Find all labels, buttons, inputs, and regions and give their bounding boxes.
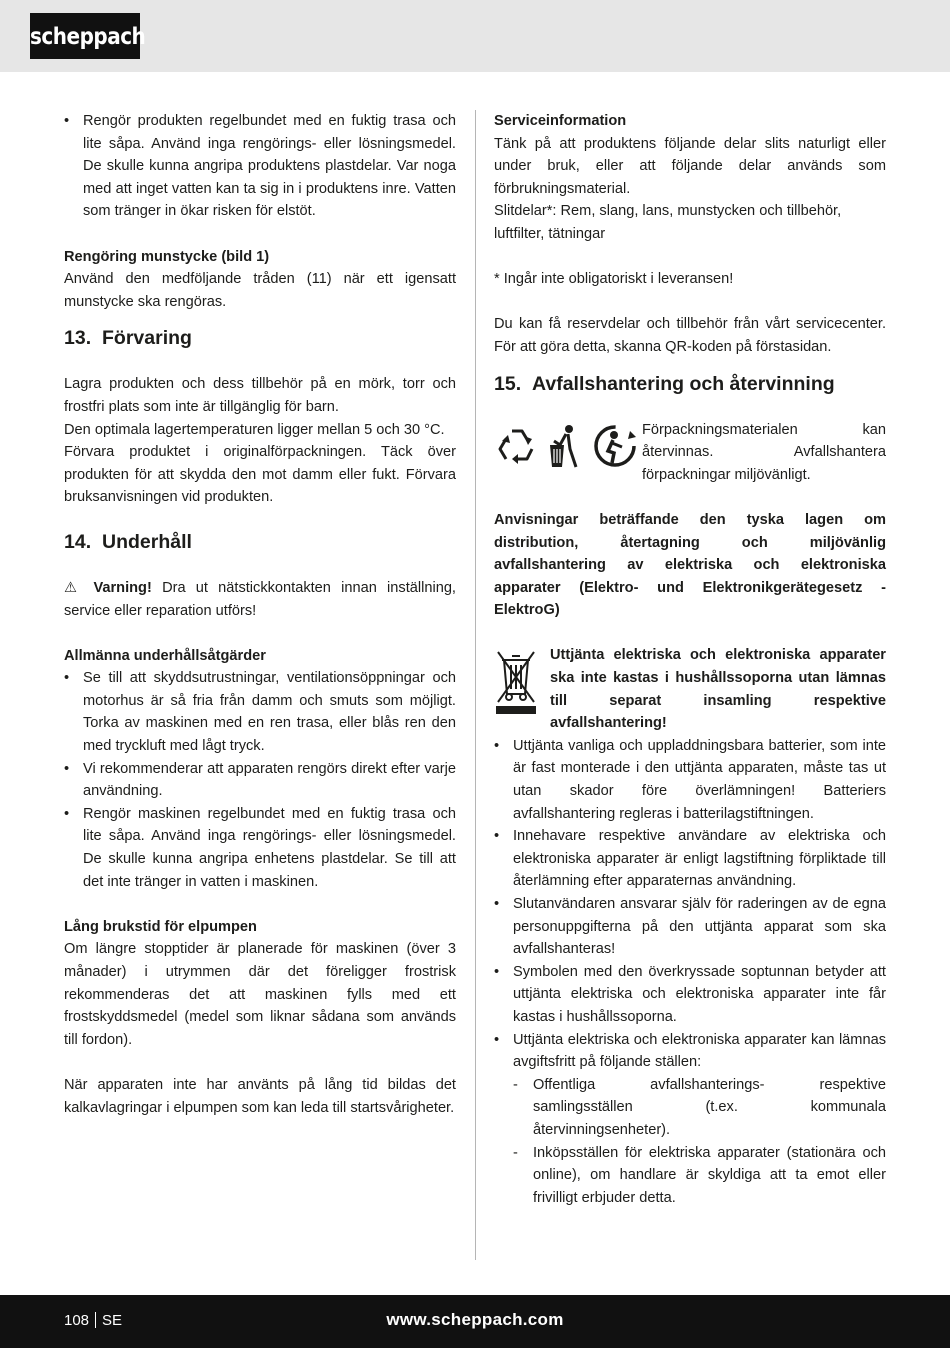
list-item: • Rengör maskinen regelbundet med en fuktig trasa och lite såpa. Använd inga rengörings- eller lösningsmedel. De skulle kunna angripa enhetens plastdelar. Se till att det inte tränger in vatten i maskinen.: [64, 803, 456, 893]
spare-parts-text: Du kan få reservdelar och tillbehör från vårt servicecenter. För att göra detta, skanna QR-koden på förstasidan.: [494, 316, 886, 355]
warning-notice: [64, 577, 456, 622]
page-number: 108: [64, 1312, 90, 1329]
right-column: [494, 110, 886, 1209]
storage-paragraph: Lagra produkten och dess tillbehör på en mörk, torr och frostfri plats som inte är tillgänglig för barn.: [64, 376, 456, 415]
list-item: • Vi rekommenderar att apparaten rengörs direkt efter varje användning.: [64, 758, 456, 803]
warning-triangle-icon: ⚠: [64, 579, 84, 596]
list-item: • Innehavare respektive användare av elektriska och elektroniska apparater är enligt lagstiftning förpliktade till återlämning efter apparaternas användning.: [494, 825, 886, 893]
weee-notice: [494, 644, 886, 734]
service-heading: Serviceinformation: [494, 113, 627, 129]
section-title: Avfallshantering och återvinning: [532, 372, 835, 395]
list-item: • Slutanvändaren ansvarar själv för raderingen av de egna personuppgifterna på den uttjänta apparat som ska avfallshanteras!: [494, 893, 886, 961]
warning-label: Varning!: [93, 579, 152, 596]
section-15-heading: [494, 369, 886, 399]
brand-logo: scheppach: [30, 13, 140, 59]
website-link[interactable]: www.scheppach.com: [386, 1310, 564, 1329]
tidyman-bin-icon: [546, 423, 586, 469]
service-text: Tänk på att produktens följande delar slits naturligt eller under bruk, eller att följande delar används som förbrukningsmaterial.: [494, 135, 886, 197]
section-number: 13.: [64, 327, 92, 350]
list-item: • Symbolen med den överkryssade soptunnan betyder att uttjänta elektriska och elektroniska apparater inte får kastas i hushållssoporna.: [494, 961, 886, 1029]
section-number: 14.: [64, 530, 92, 553]
section-number: 15.: [494, 372, 522, 395]
recycle-arrows-icon: [494, 423, 540, 469]
sub-list-item: - Offentliga avfallshanterings- respektive samlingsställen (t.ex. kommunala återvinningsenheter).: [494, 1074, 886, 1142]
nozzle-cleaning-text: Använd den medföljande tråden (11) när ett igensatt munstycke ska rengöras.: [64, 271, 456, 310]
limescale-text: När apparaten inte har använts på lång tid bildas det kalkavlagringar i elpumpen som kan leda till startsvårigheter.: [64, 1076, 456, 1116]
intro-bullet: • Rengör produkten regelbundet med en fuktig trasa och lite såpa. Använd inga rengörings- eller lösningsmedel. De skulle kunna angripa produktens plastdelar. Var noga med att inget vatten kan ta sig in i produktens inre. Vatten som tränger in ökar risken för elstöt.: [64, 110, 456, 223]
recycling-icons: [494, 423, 642, 469]
packaging-recycling: [494, 419, 886, 487]
language-code: SE: [102, 1312, 123, 1329]
warning-text: Dra ut nätstickkontakten innan inställning, service eller reparation utförs!: [64, 579, 456, 619]
wear-parts-text: Slitdelar*: Rem, slang, lans, munstycken och tillbehör, luftfilter, tätningar: [494, 203, 842, 242]
weee-text: Uttjänta elektriska och elektroniska apparater ska inte kastas i hushållssoporna utan lämnas till separat insamling respektive avfallshantering!: [550, 647, 886, 732]
storage-paragraph: Den optimala lagertemperaturen ligger mellan 5 och 30 °C.: [64, 421, 445, 438]
packaging-text: Förpackningsmaterialen kan återvinnas. Avfallshantera förpackningar miljövänligt.: [642, 421, 886, 483]
section-13-heading: [64, 323, 456, 353]
footer-band: [0, 1295, 950, 1348]
sub-list-item: - Inköpsställen för elektriska apparater (stationära och online), om handlare är skyldiga att ta emot eller frivilligt erbjuder detta.: [494, 1142, 886, 1210]
pump-heading: Lång brukstid för elpumpen: [64, 918, 257, 935]
list-item: • Uttjänta elektriska och elektroniska apparater kan lämnas avgiftsfritt på följande ställen:: [494, 1029, 886, 1074]
general-maintenance-heading: Allmänna underhållsåtgärder: [64, 647, 266, 664]
pump-text: Om längre stopptider är planerade för maskinen (över 3 månader) i utrymmen där det föreligger frostrisk rekommenderas det att maskinen fylls med ett frostskyddsmedel (medel som liknar sådana som används till fordon).: [64, 941, 456, 1048]
column-divider: [475, 110, 476, 1260]
left-column: [64, 110, 456, 1119]
section-title: Underhåll: [102, 530, 192, 553]
electrog-heading: Anvisningar beträffande den tyska lagen om distribution, återtagning och miljövänlig avfallshantering av elektriska och elektroniska apparater (Elektro- und Elektronikgerätegesetz - ElektroG): [494, 511, 886, 619]
storage-paragraph: Förvara produktet i originalförpackningen. Täck över produkten för att skydda den mot damm eller fukt. Förvara bruksanvisningen vid produkten.: [64, 444, 456, 506]
section-title: Förvaring: [102, 327, 192, 350]
recycle-person-icon: [592, 423, 638, 469]
list-item: • Se till att skyddsutrustningar, ventilationsöppningar och motorhus är så fria från damm och smuts som möjligt. Torka av maskinen med en ren trasa, eller blås ren den med tryckluft med lågt tryck.: [64, 667, 456, 757]
weee-crossed-bin-icon: [494, 648, 538, 714]
section-14-heading: [64, 527, 456, 557]
crossed-bin-icon: [494, 648, 550, 722]
footnote: * Ingår inte obligatoriskt i leveransen!: [494, 271, 734, 288]
header-band: [0, 0, 950, 72]
nozzle-cleaning-heading: Rengöring munstycke (bild 1): [64, 248, 270, 265]
list-item: • Uttjänta vanliga och uppladdningsbara batterier, som inte är fast monterade i den uttjänta apparaten, måste tas ut utan skador före överlämningen! Batteriers avfallshantering regleras i batterilagstiftningen.: [494, 735, 886, 825]
